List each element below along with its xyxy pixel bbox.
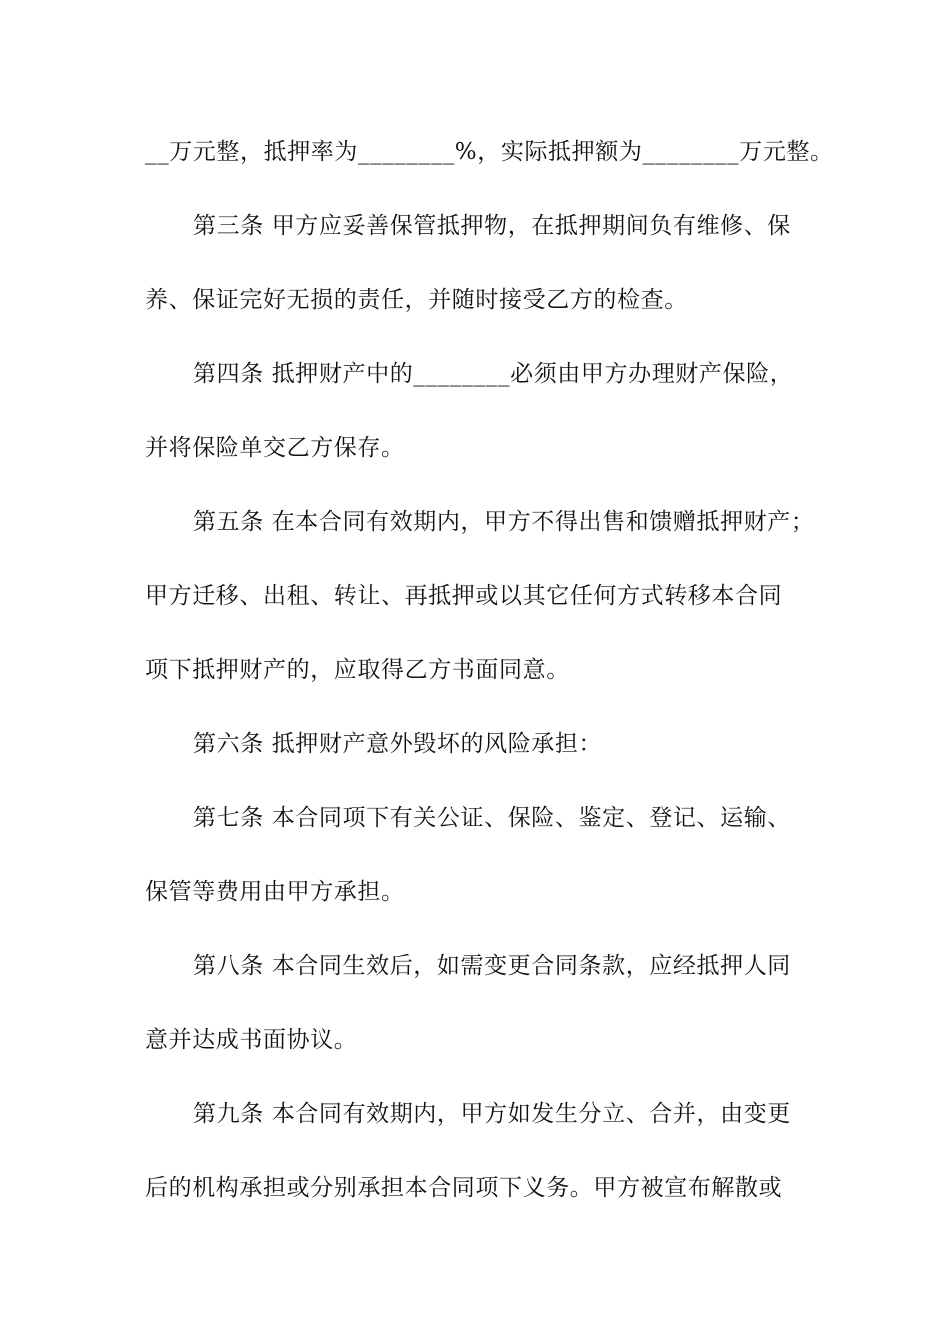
article-7-line-2: 保管等费用由甲方承担。	[145, 879, 405, 905]
article-3-line-2: 养、保证完好无损的责任，并随时接受乙方的检查。	[145, 287, 688, 313]
article-8-line-2: 意并达成书面协议。	[145, 1027, 358, 1053]
article-9-line-1: 第九条 本合同有效期内，甲方如发生分立、合并，由变更	[193, 1101, 791, 1127]
article-5-line-1: 第五条 在本合同有效期内，甲方不得出售和馈赠抵押财产；	[193, 509, 815, 535]
article-4-line-2: 并将保险单交乙方保存。	[145, 435, 405, 461]
article-5-line-3: 项下抵押财产的，应取得乙方书面同意。	[145, 657, 570, 683]
article-3-line-1: 第三条 甲方应妥善保管抵押物，在抵押期间负有维修、保	[193, 213, 791, 239]
text-line-1: __万元整，抵押率为________%，实际抵押额为________万元整。	[145, 139, 834, 165]
article-9-line-2: 后的机构承担或分别承担本合同项下义务。甲方被宣布解散或	[145, 1175, 783, 1201]
article-4-line-1: 第四条 抵押财产中的________必须由甲方办理财产保险，	[193, 361, 794, 387]
article-8-line-1: 第八条 本合同生效后，如需变更合同条款，应经抵押人同	[193, 953, 791, 979]
article-7-line-1: 第七条 本合同项下有关公证、保险、鉴定、登记、运输、	[193, 805, 791, 831]
article-6-line-1: 第六条 抵押财产意外毁坏的风险承担：	[193, 731, 603, 757]
article-5-line-2: 甲方迁移、出租、转让、再抵押或以其它任何方式转移本合同	[145, 583, 783, 609]
